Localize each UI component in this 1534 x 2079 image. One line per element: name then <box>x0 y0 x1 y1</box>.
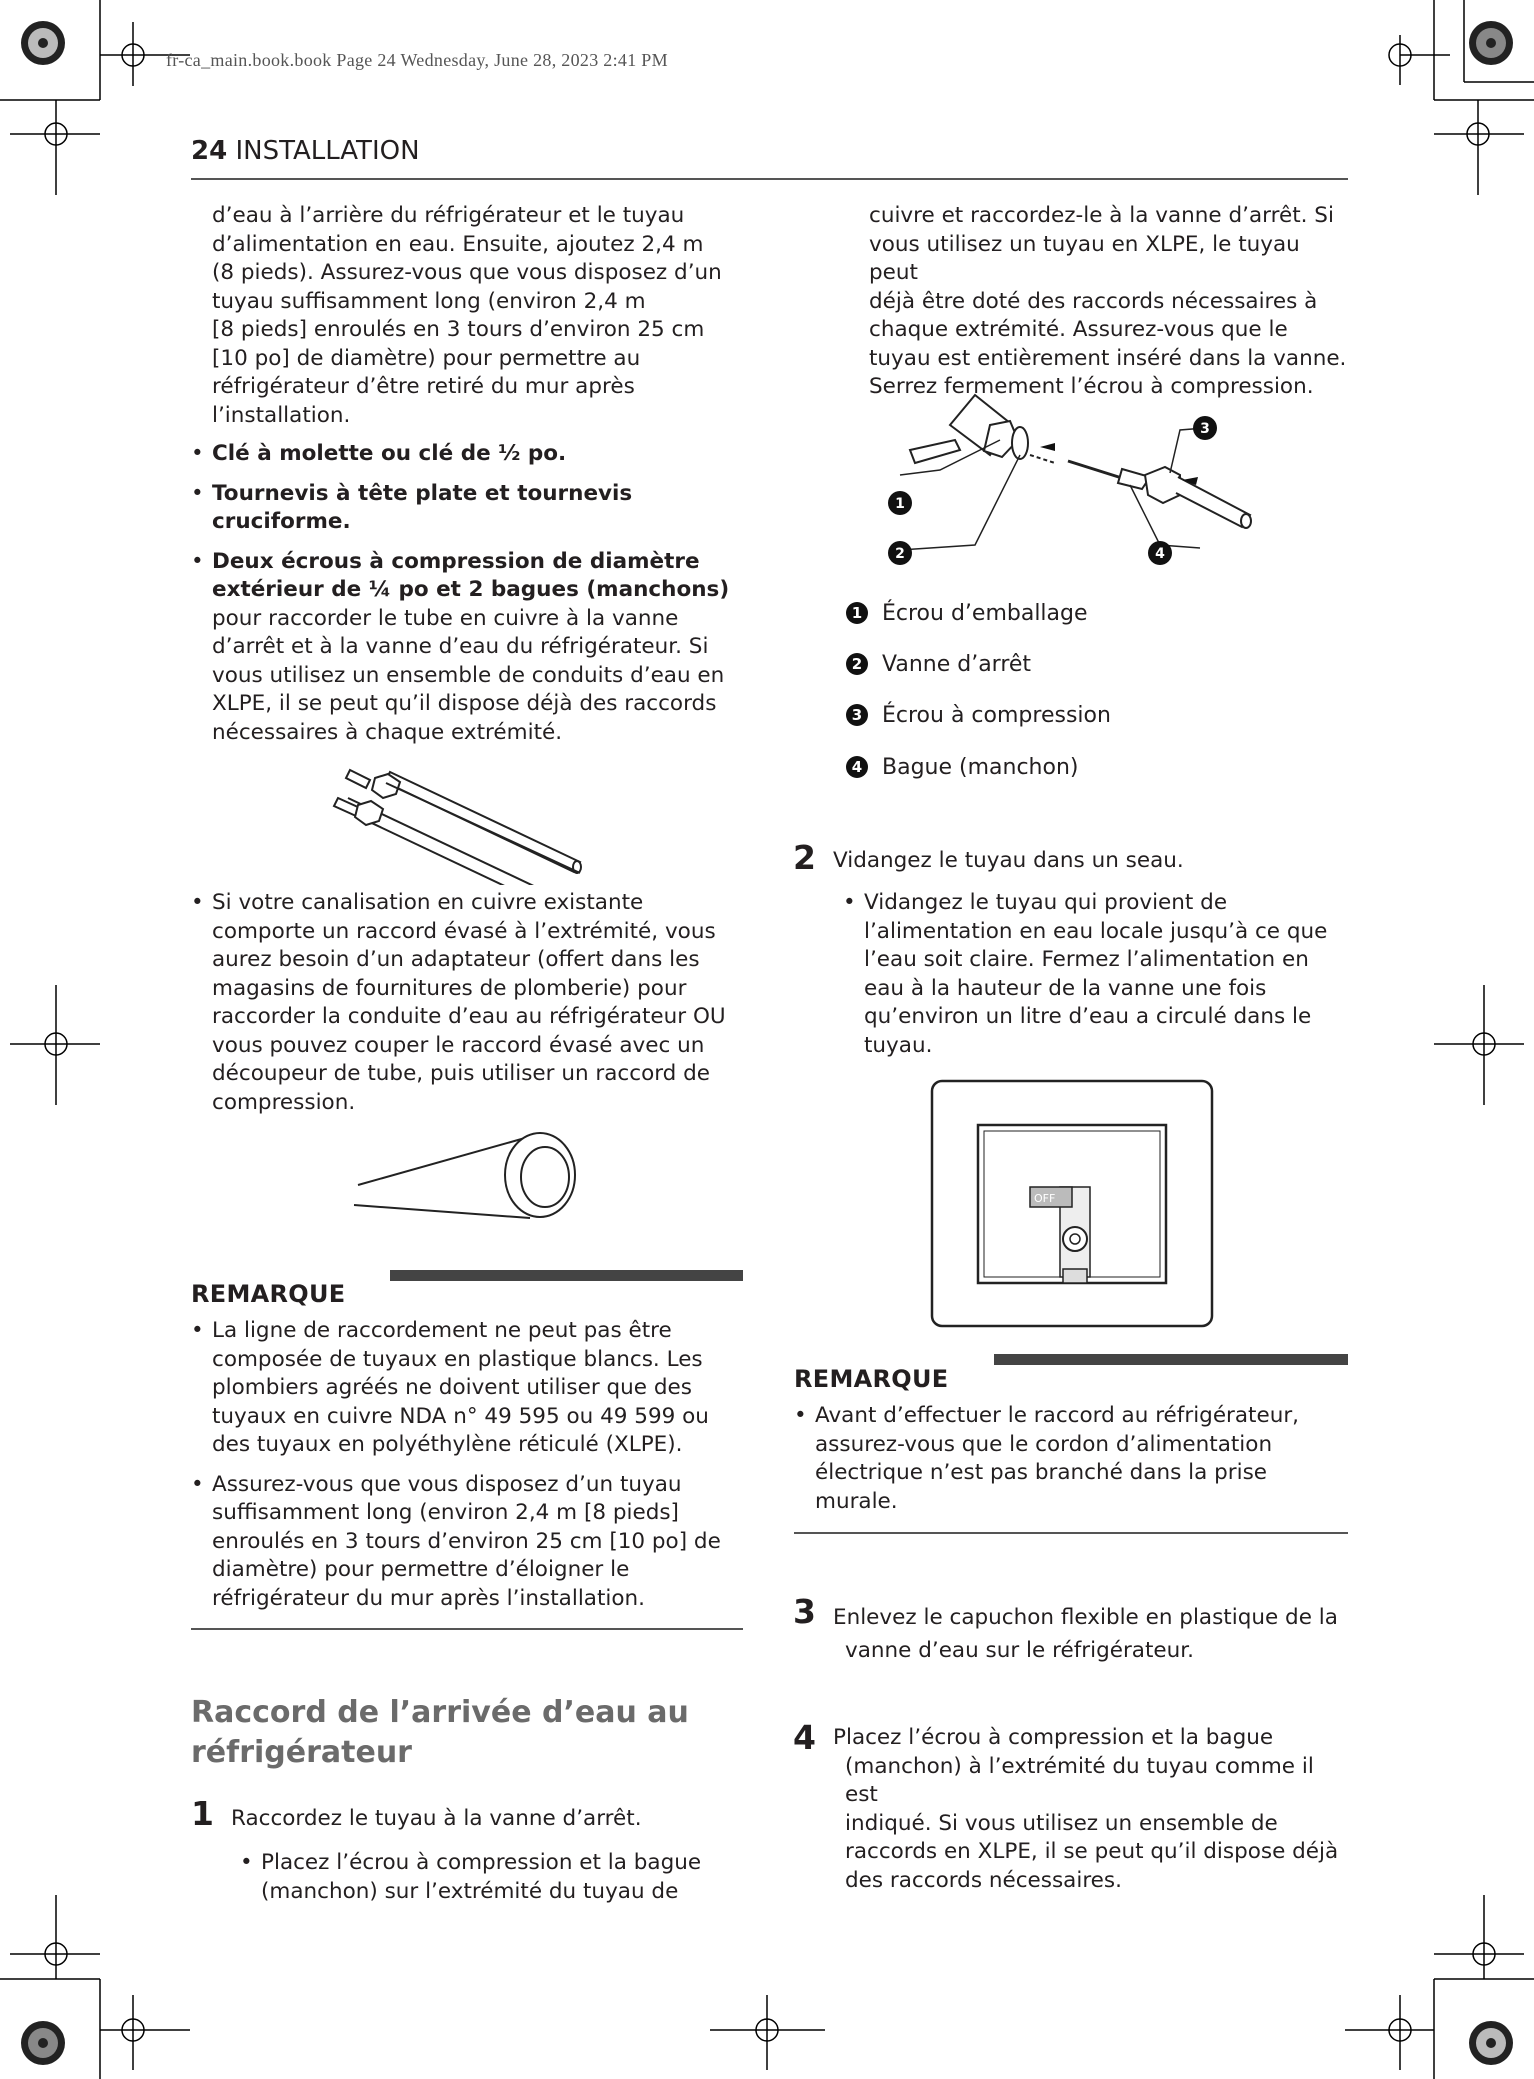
legend-label: Écrou d’emballage <box>882 601 1088 626</box>
text-line: vous utilisez un tuyau en XLPE, le tuyau peut <box>869 231 1300 285</box>
text-line: Vidangez le tuyau qui provient de <box>864 890 1228 915</box>
text-line: diamètre) pour permettre d’éloigner le <box>212 1557 630 1582</box>
text-line: enroulés en 3 tours d’environ 25 cm [10 po] de <box>212 1528 721 1554</box>
note-title: REMARQUE <box>191 1280 346 1308</box>
text-line: [10 po] de diamètre) pour permettre au <box>212 345 641 371</box>
text-line: l’alimentation en eau locale jusqu’à ce que <box>864 918 1328 944</box>
text-line: plombiers agréés ne doivent utiliser que des <box>212 1375 692 1400</box>
tool-item: • Clé à molette ou clé de ½ po. <box>191 440 751 469</box>
text-line: Placez l’écrou à compression et la bague <box>833 1725 1274 1750</box>
legend-number: 1 <box>846 602 868 624</box>
step-number: 3 <box>793 1592 816 1631</box>
compression-fittings-illustration <box>330 760 600 885</box>
step-number: 1 <box>191 1794 214 1833</box>
text-line: raccorder la conduite d’eau au réfrigérateur OU <box>212 1004 726 1029</box>
text-line: Si votre canalisation en cuivre existante <box>212 890 644 915</box>
flared-tube-illustration <box>350 1130 590 1240</box>
tool-item: • Tournevis à tête plate et tournevis cruciforme. <box>191 480 751 537</box>
page-number: 24 <box>191 136 228 166</box>
text-line: chaque extrémité. Assurez-vous que le <box>869 317 1288 342</box>
step4-text <box>833 1724 1353 1895</box>
text-line: murale. <box>815 1488 898 1514</box>
text-line: extérieur de ¼ po et 2 bagues (manchons) <box>212 577 730 602</box>
text-line: vanne d’eau sur le réfrigérateur. <box>845 1638 1194 1663</box>
legend-label: Bague (manchon) <box>882 755 1079 780</box>
step1-sub <box>240 1849 760 1917</box>
text-line: La ligne de raccordement ne peut pas être <box>212 1318 672 1343</box>
sub-item: • Vidangez le tuyau qui provient de l’alimentation en eau locale jusqu’à ce que l’eau soit claire. Fermez l’alimentation en eau à la hauteur de la vanne une fois qu’environ un litre d’eau a circulé dans le tuyau. <box>843 889 1343 1060</box>
text-line: Enlevez le capuchon flexible en plastique de la <box>833 1605 1338 1630</box>
legend-number: 4 <box>846 756 868 778</box>
text-line: [8 pieds] enroulés en 3 tours d’environ 25 cm <box>212 317 705 342</box>
text-line: découpeur de tube, puis utiliser un raccord de <box>212 1061 711 1086</box>
note-bar <box>994 1354 1348 1365</box>
valve-off-label: OFF <box>1034 1192 1056 1205</box>
step-number: 4 <box>793 1718 816 1757</box>
text-line: (8 pieds). Assurez-vous que vous disposez d’un <box>212 260 722 285</box>
text-line: déjà être doté des raccords nécessaires à <box>869 288 1318 314</box>
text-line: réfrigérateur d’être retiré du mur après <box>212 374 635 399</box>
legend-label: Écrou à compression <box>882 703 1111 728</box>
callout-3: 3 <box>1200 421 1210 437</box>
text-line: réfrigérateur du mur après l’installation. <box>212 1585 645 1611</box>
callout-4: 4 <box>1155 546 1165 562</box>
note-end-rule <box>191 1628 743 1630</box>
text-line: qu’environ un litre d’eau a circulé dans le <box>864 1004 1312 1029</box>
heading-line: réfrigérateur <box>191 1735 412 1770</box>
legend-label: Vanne d’arrêt <box>882 652 1032 677</box>
text-line: composée de tuyaux en plastique blancs. Les <box>212 1346 703 1372</box>
text-line: électrique n’est pas branché dans la prise <box>815 1460 1267 1485</box>
right-column-top <box>869 202 1349 402</box>
flare-item: • Si votre canalisation en cuivre existante comporte un raccord évasé à l’extrémité, vous aurez besoin d’un adaptateur (offert dans les magasins de fournitures de plomberie) pour raccorder la conduite d’eau au réfrigérateur OU vous pouvez couper le raccord évasé avec un découpeur de tube, puis utiliser un raccord de compression. <box>191 889 751 1117</box>
legend-item <box>846 601 1088 626</box>
callout-1: 1 <box>895 496 905 512</box>
step2-text: Vidangez le tuyau dans un seau. <box>833 848 1184 873</box>
legend-item <box>846 755 1078 780</box>
text-line: tuyaux en cuivre NDA n° 49 595 ou 49 599 ou <box>212 1403 709 1429</box>
text-line: d’alimentation en eau. Ensuite, ajoutez 2,4 m <box>212 231 704 257</box>
heading-line: Raccord de l’arrivée d’eau au <box>191 1695 689 1730</box>
section-heading <box>191 1693 751 1773</box>
text-line: Assurez-vous que vous disposez d’un tuyau <box>212 1471 682 1497</box>
note-bar <box>390 1270 743 1281</box>
text-line: l’installation. <box>212 402 351 428</box>
page-header <box>191 136 420 166</box>
left-column-top <box>191 202 751 758</box>
text-line: eau à la hauteur de la vanne une fois <box>864 975 1267 1001</box>
text-line: Placez l’écrou à compression et la bague <box>261 1850 702 1875</box>
step-number: 2 <box>793 838 816 877</box>
text-line: tuyau est entièrement inséré dans la vanne. <box>869 345 1347 371</box>
step2-sub <box>843 889 1343 1071</box>
shutoff-valve-box-illustration <box>930 1079 1215 1329</box>
text-line: Serrez fermement l’écrou à compression. <box>869 374 1314 399</box>
section-title: INSTALLATION <box>235 136 420 166</box>
text-line: des tuyaux en polyéthylène réticulé (XLPE). <box>212 1432 683 1457</box>
text-line: magasins de fournitures de plomberie) pour <box>212 975 687 1001</box>
text-line: Avant d’effectuer le raccord au réfrigérateur, <box>815 1403 1300 1428</box>
sub-item: • Placez l’écrou à compression et la bague (manchon) sur l’extrémité du tuyau de <box>240 1849 760 1906</box>
text-line: raccords en XLPE, il se peut qu’il dispose déjà <box>845 1839 1339 1864</box>
header-rule <box>191 178 1348 180</box>
tool-item: • Deux écrous à compression de diamètre extérieur de ¼ po et 2 bagues (manchons) pour raccorder le tube en cuivre à la vanne d’arrêt et à la vanne d’eau du réfrigérateur. Si vous utilisez un ensemble de conduits d’eau en XLPE, il se peut qu’il dispose déjà des raccords nécessaires à chaque extrémité. <box>191 548 751 748</box>
text-line: cruciforme. <box>212 509 351 534</box>
note-item: • La ligne de raccordement ne peut pas être composée de tuyaux en plastique blancs. Les plombiers agréés ne doivent utiliser que des tuyaux en cuivre NDA n° 49 595 ou 49 599 ou des tuyaux en polyéthylène réticulé (XLPE). <box>191 1317 751 1460</box>
text-line: compression. <box>212 1089 356 1115</box>
print-slug: fr-ca_main.book.book Page 24 Wednesday, June 28, 2023 2:41 PM <box>166 50 668 70</box>
text-line: d’eau à l’arrière du réfrigérateur et le tuyau <box>212 203 685 228</box>
text-line: (manchon) sur l’extrémité du tuyau de <box>261 1878 679 1904</box>
note-item: • Avant d’effectuer le raccord au réfrigérateur, assurez-vous que le cordon d’alimentation électrique n’est pas branché dans la prise murale. <box>794 1402 1339 1516</box>
intro-paragraph <box>191 202 751 430</box>
callout-2: 2 <box>895 546 905 562</box>
text-line: tuyau. <box>864 1032 933 1058</box>
step3-text <box>833 1601 1353 1667</box>
flare-paragraph <box>191 889 751 1128</box>
text-line: des raccords nécessaires. <box>845 1867 1122 1893</box>
text-line: aurez besoin d’un adaptateur (offert dans les <box>212 947 700 972</box>
text-line: cuivre et raccordez-le à la vanne d’arrêt. Si <box>869 203 1334 228</box>
note-end-rule <box>794 1532 1348 1534</box>
text-line: indiqué. Si vous utilisez un ensemble de <box>845 1810 1278 1836</box>
text-line: vous utilisez un ensemble de conduits d’eau en <box>212 662 725 688</box>
text-line: XLPE, il se peut qu’il dispose déjà des raccords <box>212 691 717 716</box>
text-line: l’eau soit claire. Fermez l’alimentation en <box>864 947 1309 972</box>
text-line: Deux écrous à compression de diamètre <box>212 548 700 574</box>
text-line: comporte un raccord évasé à l’extrémité, vous <box>212 918 716 944</box>
text-line: vous pouvez couper le raccord évasé avec un <box>212 1032 705 1058</box>
text-line: Clé à molette ou clé de ½ po. <box>212 441 567 466</box>
text-line: d’arrêt et à la vanne d’eau du réfrigérateur. Si <box>212 634 709 659</box>
left-note-body <box>191 1317 751 1624</box>
text-line: pour raccorder le tube en cuivre à la vanne <box>212 605 679 631</box>
text-line: Tournevis à tête plate et tournevis <box>212 480 633 506</box>
text-line: (manchon) à l’extrémité du tuyau comme il est <box>845 1753 1314 1807</box>
right-note-body <box>794 1402 1339 1527</box>
legend-item <box>846 652 1031 677</box>
legend-number: 2 <box>846 653 868 675</box>
legend-number: 3 <box>846 704 868 726</box>
text-line: tuyau suffisamment long (environ 2,4 m <box>212 288 646 314</box>
note-title: REMARQUE <box>794 1365 949 1393</box>
step1-text: Raccordez le tuyau à la vanne d’arrêt. <box>231 1806 642 1831</box>
text-line: nécessaires à chaque extrémité. <box>212 719 563 745</box>
legend-item <box>846 703 1111 728</box>
note-item: • Assurez-vous que vous disposez d’un tuyau suffisamment long (environ 2,4 m [8 pieds] enroulés en 3 tours d’environ 25 cm [10 po] de diamètre) pour permettre d’éloigner le réfrigérateur du mur après l’installation. <box>191 1471 751 1614</box>
text-line: assurez-vous que le cordon d’alimentation <box>815 1431 1273 1457</box>
valve-connection-illustration <box>880 385 1270 575</box>
text-line: suffisamment long (environ 2,4 m [8 pieds] <box>212 1500 679 1525</box>
